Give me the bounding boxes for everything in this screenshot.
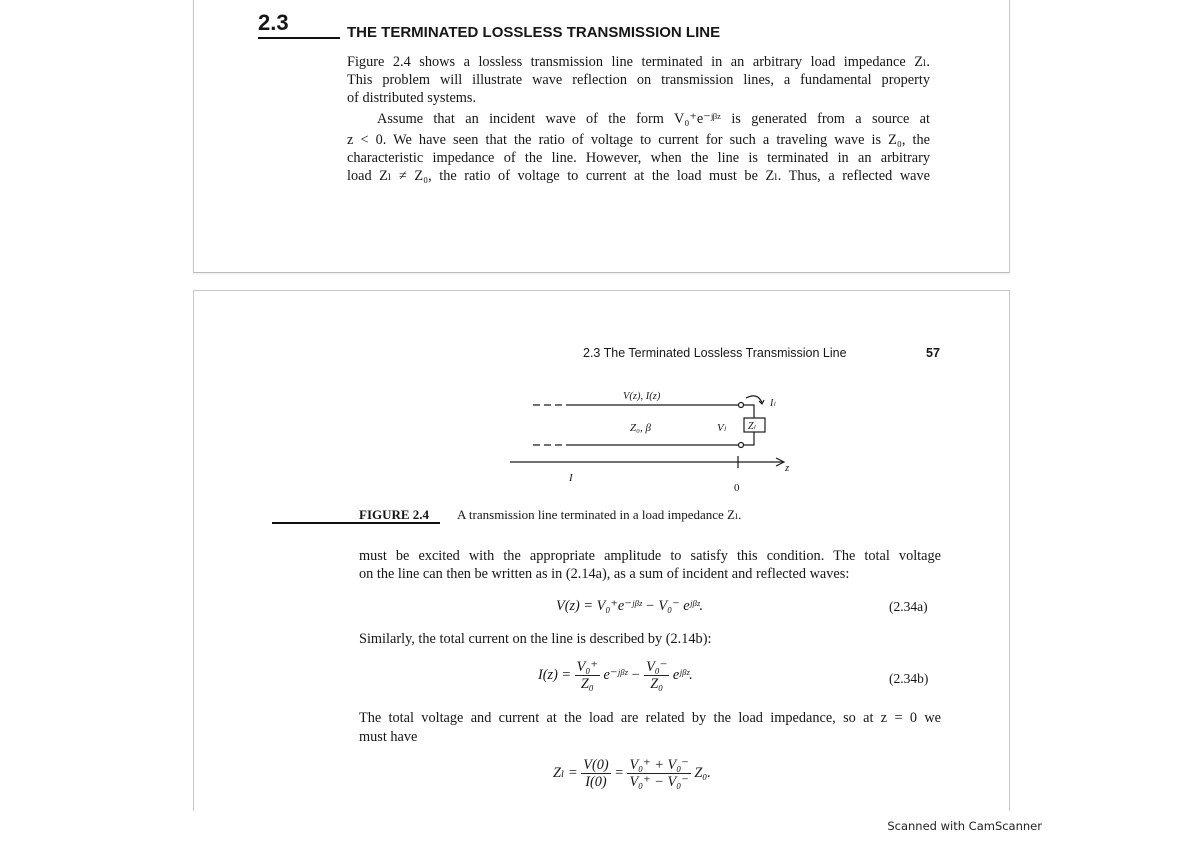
para2-line2: z < 0. We have seen that the ratio of voltage to current for such a traveling wave is Z₀, the	[347, 132, 930, 148]
figure-caption: A transmission line terminated in a load impedance Zₗ.	[457, 507, 742, 522]
para3-line2: on the line can then be written as in (2.14a), as a sum of incident and reflected waves:	[359, 566, 850, 582]
running-head: 2.3 The Terminated Lossless Transmission Line	[583, 346, 847, 360]
eq-2-34b-num2: V₀⁻	[646, 659, 668, 675]
equation-zl	[553, 757, 711, 790]
eq-2-34b-den1: Z₀	[580, 676, 594, 692]
equation-number-2-34a: (2.34a)	[889, 599, 928, 614]
label-vz-iz: V(z), I(z)	[623, 391, 661, 402]
para1-line2: This problem will illustrate wave reflection on transmission lines, a fundamental property	[347, 72, 930, 88]
label-il: Iₗ	[770, 398, 775, 409]
eq-2-34b-lhs: I(z) =	[538, 666, 572, 683]
label-z0-beta: Z₀, β	[630, 422, 651, 434]
label-z-axis: z	[785, 462, 790, 474]
para1-line1: Figure 2.4 shows a lossless transmission line terminated in an arbitrary load impedance Zₗ.	[347, 54, 930, 70]
eq-2-34b-tail: eʲᵝᶻ.	[672, 666, 693, 683]
section-title: THE TERMINATED LOSSLESS TRANSMISSION LINE	[347, 24, 721, 41]
label-i-marker: I	[569, 472, 573, 484]
para2-line3: characteristic impedance of the line. However, when the line is terminated in an arbitrary	[347, 150, 930, 166]
eq-2-34b-mid: e⁻ʲᵝᶻ −	[603, 666, 641, 683]
figure-label: FIGURE 2.4	[359, 507, 430, 522]
equation-number-2-34b: (2.34b)	[889, 671, 929, 686]
label-vl: Vₗ	[717, 422, 726, 434]
eq-zl-equals: =	[614, 764, 624, 781]
eq-zl-tail: Z₀.	[694, 764, 711, 781]
para5-line1: The total voltage and current at the load are related by the load impedance, so at z = 0 we	[359, 710, 941, 726]
equation-2-34b	[538, 659, 693, 692]
eq-2-34b-frac1	[575, 659, 600, 692]
eq-zl-num2: V₀⁺ + V₀⁻	[629, 757, 689, 773]
eq-zl-frac2	[627, 757, 690, 790]
para2-line1: Assume that an incident wave of the form V₀⁺e⁻ʲᵝᶻ is generated from a source at	[377, 111, 930, 127]
equation-2-34a: V(z) = V₀⁺e⁻ʲᵝᶻ − V₀⁻ eʲᵝᶻ.	[556, 598, 704, 614]
page-number: 57	[926, 346, 940, 360]
eq-zl-frac1	[581, 757, 610, 790]
para4: Similarly, the total current on the line is described by (2.14b):	[359, 631, 712, 647]
section-number: 2.3	[258, 10, 289, 35]
eq-2-34b-den2: Z₀	[650, 676, 664, 692]
eq-zl-lhs: Zₗ =	[553, 764, 578, 781]
label-zl: Zₗ	[748, 421, 756, 432]
eq-zl-den2: V₀⁺ − V₀⁻	[629, 774, 689, 790]
para3-line1: must be excited with the appropriate amplitude to satisfy this condition. The total voltage	[359, 548, 941, 564]
scanner-watermark: Scanned with CamScanner	[887, 819, 1042, 833]
eq-zl-den1: I(0)	[585, 774, 607, 790]
eq-zl-num1: V(0)	[583, 757, 609, 773]
section-rule	[258, 37, 340, 39]
eq-2-34b-frac2	[644, 659, 669, 692]
para2-line4: load Zₗ ≠ Z₀, the ratio of voltage to current at the load must be Zₗ. Thus, a reflected wave	[347, 168, 930, 184]
para1-line3: of distributed systems.	[347, 90, 477, 106]
label-origin: 0	[734, 482, 740, 494]
para5-line2: must have	[359, 729, 418, 745]
eq-2-34b-num1: V₀⁺	[576, 659, 598, 675]
